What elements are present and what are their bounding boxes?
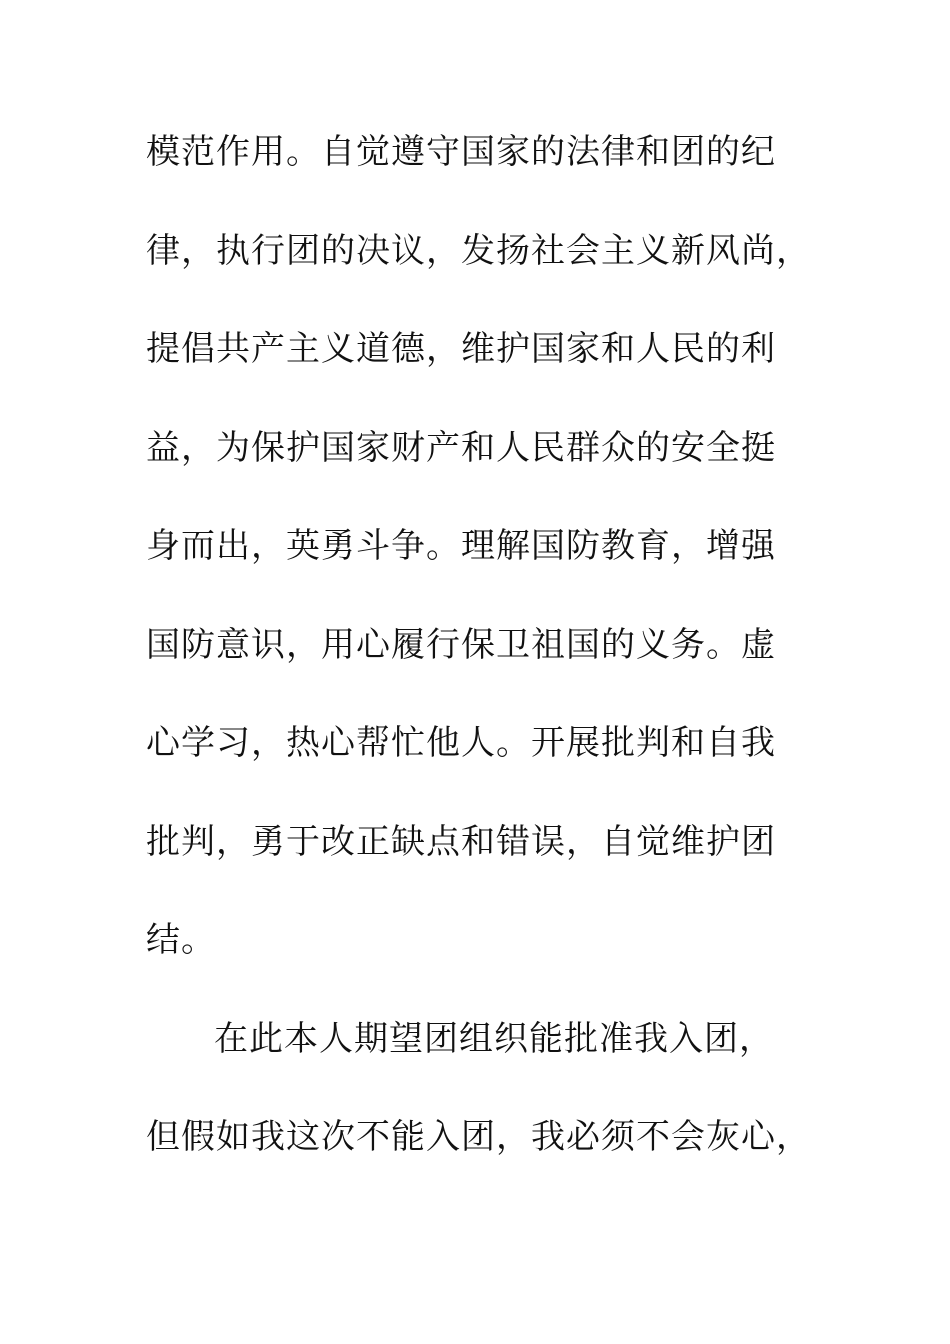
text-line: 身而出，英勇斗争。理解国防教育，增强 [146,526,776,566]
text-line: 律，执行团的决议，发扬社会主义新风尚， [146,230,811,271]
text-line: 批判，勇于改正缺点和错误，自觉维护团 [146,821,776,862]
text-line: 结。 [146,920,216,960]
document-body [146,126,826,1210]
paragraph-1 [146,126,826,1013]
text-line: 提倡共产主义道德，维护国家和人民的利 [146,329,776,369]
text-line: 心学习，热心帮忙他人。开展批判和自我 [146,723,776,763]
text-line: 益，为保护国家财产和人民群众的安全挺 [146,427,776,468]
text-line: 模范作用。自觉遵守国家的法律和团的纪 [146,132,776,172]
text-line: 但假如我这次不能入团，我必须不会灰心， [146,1117,811,1157]
text-line-indented: 在此本人期望团组织能批准我入团， [214,1018,774,1059]
paragraph-2 [146,1013,826,1210]
text-line: 国防意识，用心履行保卫祖国的义务。虚 [146,624,776,665]
